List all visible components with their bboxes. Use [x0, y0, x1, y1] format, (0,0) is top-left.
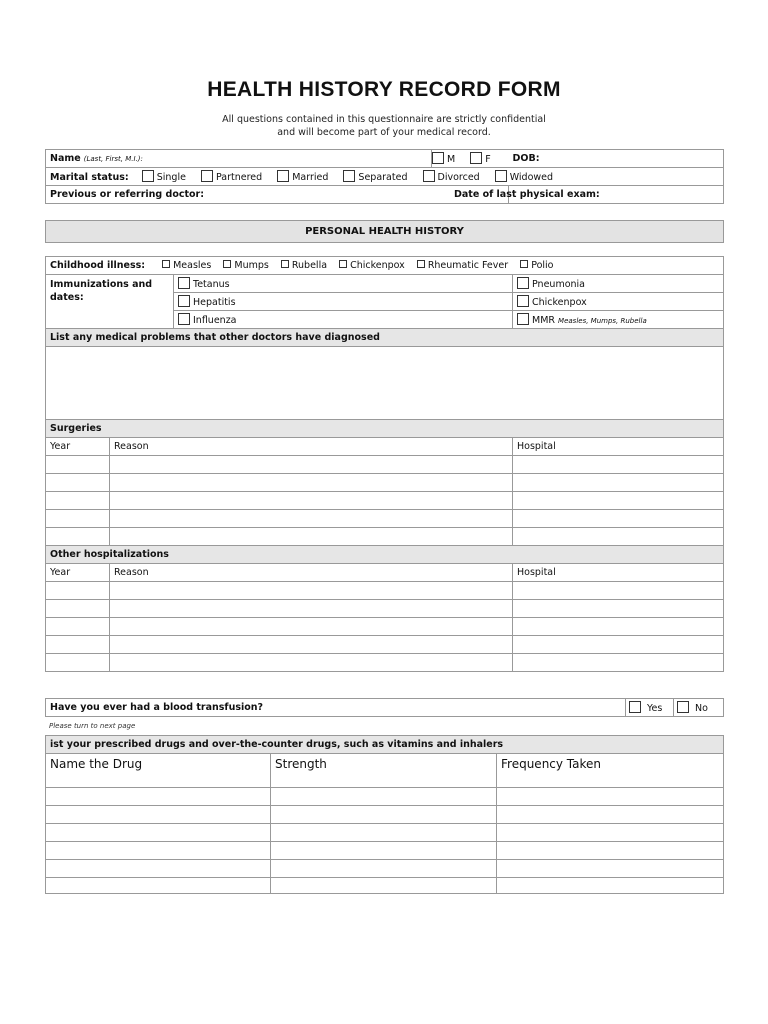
mmr-note: Measles, Mumps, Rubella: [558, 317, 647, 325]
table-row: [46, 582, 724, 600]
influenza-checkbox[interactable]: [178, 313, 190, 325]
surgery-hospital-cell[interactable]: [513, 492, 724, 510]
table-row: [46, 842, 724, 860]
surgery-hospital-cell[interactable]: [513, 528, 724, 546]
name-field[interactable]: [46, 150, 432, 168]
hospitalizations-col-reason: Reason: [110, 564, 513, 582]
rubella-checkbox[interactable]: [281, 260, 289, 268]
name-hint: (Last, First, M.I.):: [83, 155, 143, 163]
drug-frequency-cell[interactable]: [497, 806, 724, 824]
hospitalization-year-cell[interactable]: [46, 582, 110, 600]
table-row: [46, 474, 724, 492]
medical-problems-label: List any medical problems that other doctors have diagnosed: [46, 329, 724, 347]
drug-name-cell[interactable]: [46, 824, 271, 842]
immunization-pneumonia: [513, 275, 724, 293]
childhood-label: Childhood illness:: [50, 260, 146, 271]
surgery-reason-cell[interactable]: [110, 528, 513, 546]
immunization-influenza: [174, 311, 513, 329]
childhood-illness-field: [46, 257, 724, 275]
drug-strength-cell[interactable]: [271, 878, 497, 894]
drug-strength-cell[interactable]: [271, 806, 497, 824]
hospitalizations-columns: [46, 564, 724, 582]
table-row: [46, 600, 724, 618]
hospitalization-hospital-cell[interactable]: [513, 600, 724, 618]
turn-page-note: Please turn to next page: [49, 722, 136, 730]
hospitalizations-label: Other hospitalizations: [46, 546, 724, 564]
hospitalization-hospital-cell[interactable]: [513, 636, 724, 654]
transfusion-no-checkbox[interactable]: [677, 701, 689, 713]
confidentiality-note: [0, 113, 768, 139]
surgery-reason-cell[interactable]: [110, 510, 513, 528]
sex-field: [432, 150, 509, 168]
hospitalization-hospital-cell[interactable]: [513, 618, 724, 636]
confidentiality-line-2: and will become part of your medical record.: [277, 127, 491, 138]
surgery-year-cell[interactable]: [46, 528, 110, 546]
drugs-col-strength: Strength: [271, 754, 497, 788]
surgery-year-cell[interactable]: [46, 456, 110, 474]
marital-option-divorced: Divorced: [437, 172, 480, 183]
drugs-header: [46, 736, 724, 754]
marital-single-checkbox[interactable]: [142, 170, 154, 182]
influenza-label: Influenza: [193, 315, 237, 326]
hepatitis-label: Hepatitis: [193, 297, 236, 308]
sex-m-checkbox[interactable]: [432, 152, 444, 164]
childhood-row: [46, 257, 724, 275]
illness-rheumatic-fever: Rheumatic Fever: [427, 260, 509, 271]
drug-strength-cell[interactable]: [271, 788, 497, 806]
transfusion-question: Have you ever had a blood transfusion?: [46, 699, 626, 717]
medical-problems-input[interactable]: [46, 347, 724, 420]
polio-checkbox[interactable]: [520, 260, 528, 268]
drug-name-cell[interactable]: [46, 860, 271, 878]
surgery-reason-cell[interactable]: [110, 456, 513, 474]
last-physical-field[interactable]: [454, 186, 724, 204]
mumps-checkbox[interactable]: [223, 260, 231, 268]
surgeries-label: Surgeries: [46, 420, 724, 438]
marital-option-partnered: Partnered: [215, 172, 263, 183]
surgeries-col-hospital: Hospital: [513, 438, 724, 456]
immunization-hepatitis: [174, 293, 513, 311]
illness-measles: Measles: [173, 260, 212, 271]
hospitalization-year-cell[interactable]: [46, 618, 110, 636]
pneumonia-checkbox[interactable]: [517, 277, 529, 289]
immunization-chickenpox: [513, 293, 724, 311]
dob-field[interactable]: [509, 150, 724, 168]
form-title: HEALTH HISTORY RECORD FORM: [207, 78, 561, 101]
drug-name-cell[interactable]: [46, 806, 271, 824]
drugs-table: [45, 735, 724, 894]
tetanus-checkbox[interactable]: [178, 277, 190, 289]
illness-polio: Polio: [531, 260, 554, 271]
surgery-hospital-cell[interactable]: [513, 474, 724, 492]
immunization-row-1: [46, 275, 724, 293]
drug-name-cell[interactable]: [46, 788, 271, 806]
table-row: [46, 492, 724, 510]
immunization-tetanus: [174, 275, 513, 293]
drugs-col-name: Name the Drug: [46, 754, 271, 788]
table-row: [46, 824, 724, 842]
drug-frequency-cell[interactable]: [497, 860, 724, 878]
table-row: [46, 618, 724, 636]
last-physical-label: Date of last physical exam:: [454, 189, 600, 200]
name-row: [46, 150, 724, 168]
hospitalization-reason-cell[interactable]: [110, 600, 513, 618]
chickenpox-checkbox[interactable]: [339, 260, 347, 268]
marital-option-widowed: Widowed: [509, 172, 554, 183]
hospitalization-reason-cell[interactable]: [110, 654, 513, 672]
doctor-row: [46, 186, 724, 204]
medical-problems-header: [46, 329, 724, 347]
section-heading: PERSONAL HEALTH HISTORY: [45, 220, 724, 243]
identity-table: [45, 149, 724, 204]
surgery-year-cell[interactable]: [46, 510, 110, 528]
hospitalization-reason-cell[interactable]: [110, 618, 513, 636]
surgery-year-cell[interactable]: [46, 492, 110, 510]
hospitalization-year-cell[interactable]: [46, 636, 110, 654]
drug-name-cell[interactable]: [46, 878, 271, 894]
hospitalization-year-cell[interactable]: [46, 654, 110, 672]
chickenpox-vaccine-checkbox[interactable]: [517, 295, 529, 307]
transfusion-no-label: No: [695, 703, 708, 714]
referring-doctor-label: Previous or referring doctor:: [50, 189, 205, 200]
drugs-heading: ist your prescribed drugs and over-the-counter drugs, such as vitamins and inhalers: [46, 736, 724, 754]
drug-strength-cell[interactable]: [271, 824, 497, 842]
pneumonia-label: Pneumonia: [532, 279, 585, 290]
drug-frequency-cell[interactable]: [497, 878, 724, 894]
transfusion-yes-checkbox[interactable]: [629, 701, 641, 713]
hepatitis-checkbox[interactable]: [178, 295, 190, 307]
surgery-reason-cell[interactable]: [110, 492, 513, 510]
table-row: [46, 878, 724, 894]
table-row: [46, 654, 724, 672]
drug-frequency-cell[interactable]: [497, 824, 724, 842]
chickenpox-vaccine-label: Chickenpox: [532, 297, 587, 308]
marital-label: Marital status:: [50, 172, 129, 183]
rheumatic-fever-checkbox[interactable]: [417, 260, 425, 268]
confidentiality-line-1: All questions contained in this questionnaire are strictly confidential: [222, 114, 546, 125]
surgery-reason-cell[interactable]: [110, 474, 513, 492]
table-row: [46, 806, 724, 824]
transfusion-yes-cell: [626, 699, 674, 717]
drugs-columns: [46, 754, 724, 788]
surgeries-header: [46, 420, 724, 438]
marital-partnered-checkbox[interactable]: [201, 170, 213, 182]
hospitalization-reason-cell[interactable]: [110, 636, 513, 654]
immunization-mmr: [513, 311, 724, 329]
transfusion-row: [46, 699, 724, 717]
illness-mumps: Mumps: [234, 260, 269, 271]
mmr-checkbox[interactable]: [517, 313, 529, 325]
drug-name-cell[interactable]: [46, 842, 271, 860]
drug-strength-cell[interactable]: [271, 842, 497, 860]
marital-field: [46, 168, 724, 186]
table-row: [46, 636, 724, 654]
hospitalizations-header: [46, 546, 724, 564]
table-row: [46, 528, 724, 546]
drug-frequency-cell[interactable]: [497, 842, 724, 860]
marital-separated-checkbox[interactable]: [343, 170, 355, 182]
marital-option-single: Single: [156, 172, 186, 183]
surgeries-col-reason: Reason: [110, 438, 513, 456]
dob-label: DOB:: [512, 153, 540, 164]
measles-checkbox[interactable]: [162, 260, 170, 268]
medical-problems-area: [46, 347, 724, 420]
table-row: [46, 456, 724, 474]
surgeries-columns: [46, 438, 724, 456]
hospitalizations-col-hospital: Hospital: [513, 564, 724, 582]
marital-row: [46, 168, 724, 186]
illness-chickenpox: Chickenpox: [350, 260, 405, 271]
referring-doctor-field[interactable]: [46, 186, 509, 204]
sex-f-label: F: [485, 154, 491, 165]
marital-married-checkbox[interactable]: [277, 170, 289, 182]
hospitalization-hospital-cell[interactable]: [513, 582, 724, 600]
illness-rubella: Rubella: [291, 260, 328, 271]
table-row: [46, 860, 724, 878]
transfusion-yes-label: Yes: [647, 703, 663, 714]
name-label: Name: [50, 153, 81, 164]
hospitalization-year-cell[interactable]: [46, 600, 110, 618]
marital-option-married: Married: [292, 172, 329, 183]
surgeries-col-year: Year: [46, 438, 110, 456]
transfusion-table: [45, 698, 724, 717]
hospitalizations-col-year: Year: [46, 564, 110, 582]
surgery-hospital-cell[interactable]: [513, 510, 724, 528]
drugs-col-frequency: Frequency Taken: [497, 754, 724, 788]
surgery-hospital-cell[interactable]: [513, 456, 724, 474]
tetanus-label: Tetanus: [193, 279, 230, 290]
marital-option-separated: Separated: [358, 172, 408, 183]
health-history-table: [45, 256, 724, 672]
drug-strength-cell[interactable]: [271, 860, 497, 878]
immunizations-label: Immunizations and dates:: [46, 275, 174, 329]
table-row: [46, 788, 724, 806]
transfusion-no-cell: [674, 699, 724, 717]
surgery-year-cell[interactable]: [46, 474, 110, 492]
marital-widowed-checkbox[interactable]: [495, 170, 507, 182]
sex-m-label: M: [447, 154, 456, 165]
hospitalization-hospital-cell[interactable]: [513, 654, 724, 672]
hospitalization-reason-cell[interactable]: [110, 582, 513, 600]
sex-f-checkbox[interactable]: [470, 152, 482, 164]
drug-frequency-cell[interactable]: [497, 788, 724, 806]
marital-divorced-checkbox[interactable]: [423, 170, 435, 182]
table-row: [46, 510, 724, 528]
mmr-label: MMR: [532, 315, 555, 326]
